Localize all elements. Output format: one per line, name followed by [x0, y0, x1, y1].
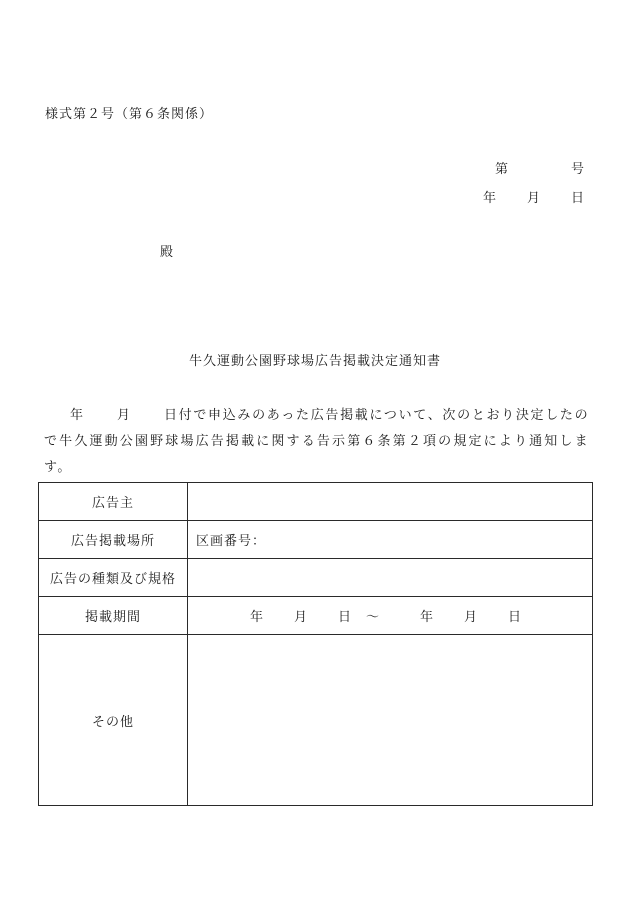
- end-day-label: 日: [508, 610, 523, 625]
- other-value: [188, 635, 593, 806]
- body-text: 日付で申込みのあった広告掲載について、次のとおり決定したので牛久運動公園野球場広告掲載に関する告示第６条第２項の規定により通知します。: [44, 408, 590, 475]
- body-year-label: 年: [70, 408, 85, 423]
- advertiser-value: [188, 483, 593, 521]
- issue-year-label: 年: [482, 191, 496, 206]
- start-year-label: 年: [249, 610, 264, 625]
- number-prefix: 第: [494, 162, 508, 177]
- table-row: [39, 635, 593, 806]
- advertiser-label: 広告主: [39, 483, 188, 521]
- notice-body: [44, 403, 589, 481]
- table-row: [39, 483, 593, 521]
- ad-type-label: 広告の種類及び規格: [39, 559, 188, 597]
- body-month-label: 月: [116, 408, 132, 423]
- range-tilde: ～: [365, 610, 380, 625]
- issue-day-label: 日: [570, 191, 584, 206]
- start-month-label: 月: [293, 610, 308, 625]
- addressee-honorific: 殿: [160, 245, 174, 260]
- number-suffix: 号: [570, 162, 584, 177]
- issue-month-label: 月: [526, 191, 540, 206]
- other-label: その他: [39, 635, 188, 806]
- table-row: [39, 521, 593, 559]
- document-number-line: [495, 158, 584, 177]
- issue-date-line: [483, 187, 584, 206]
- start-day-label: 日: [337, 610, 352, 625]
- location-value: 区画番号：: [188, 521, 593, 559]
- ad-type-value: [188, 559, 593, 597]
- table-row: [39, 559, 593, 597]
- location-label: 広告掲載場所: [39, 521, 188, 559]
- end-month-label: 月: [464, 610, 479, 625]
- document-title: 牛久運動公園野球場広告掲載決定通知書: [188, 354, 441, 369]
- advertisement-info-table: [38, 482, 593, 806]
- form-number: 様式第２号（第６条関係）: [45, 107, 214, 122]
- end-year-label: 年: [420, 610, 435, 625]
- period-range: [188, 606, 592, 625]
- table-row: [39, 597, 593, 635]
- period-value: [188, 597, 593, 635]
- period-label: 掲載期間: [39, 597, 188, 635]
